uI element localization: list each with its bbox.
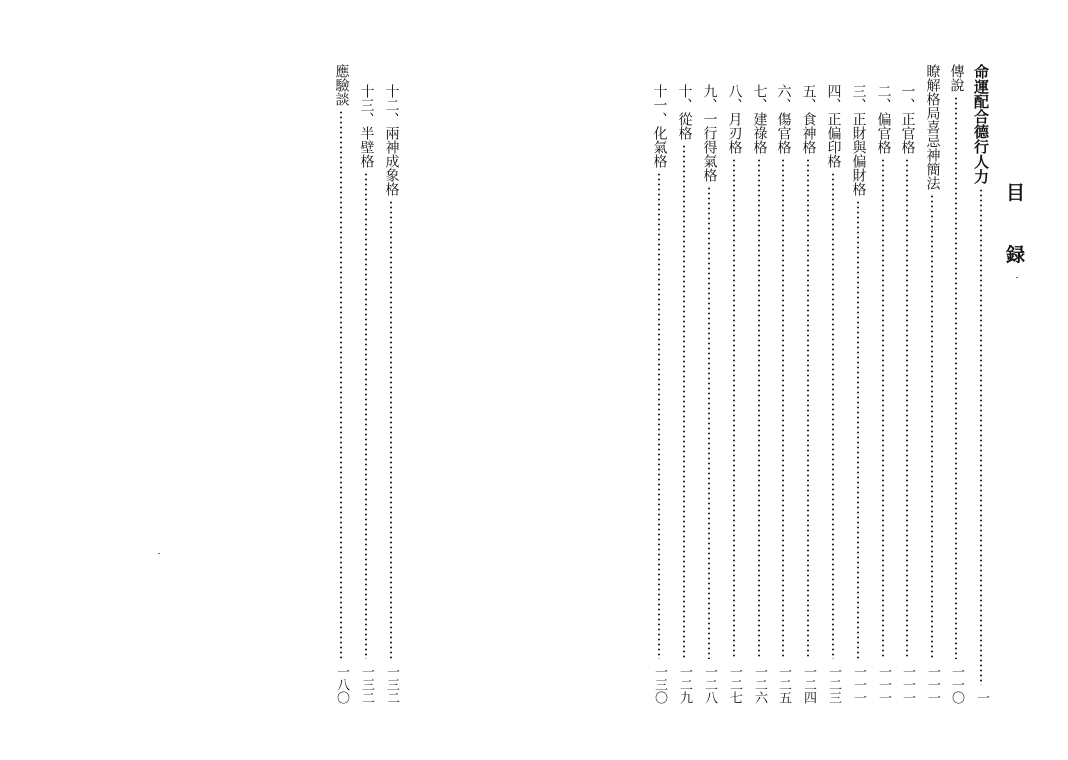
entry-page: 一一〇 <box>949 665 964 704</box>
entry-page: 一二四 <box>801 665 816 704</box>
entry-page: 一二九 <box>677 665 692 704</box>
entry-page: 一一一 <box>851 665 866 704</box>
leader-dots <box>758 158 760 659</box>
entry-title: 十二、兩神成象格 <box>383 84 400 196</box>
leader-dots <box>658 172 660 659</box>
entry-title: 十、從格 <box>676 84 693 140</box>
entry-page: 一三二 <box>359 665 374 704</box>
entry-page: 一一一 <box>900 665 915 704</box>
leader-dots <box>857 200 859 659</box>
leader-dots <box>390 200 392 659</box>
leader-dots <box>832 172 834 659</box>
toc-entry <box>649 84 669 704</box>
scan-speck <box>1016 277 1018 278</box>
heading-char-mu: 目 <box>1006 182 1026 204</box>
entry-title: 七、建祿格 <box>751 84 768 154</box>
entry-title: 瞭解格局喜忌神簡法 <box>924 64 941 190</box>
leader-dots <box>980 188 982 685</box>
entry-page: 一八〇 <box>334 665 349 704</box>
entry-title: 傳說 <box>948 64 965 92</box>
leader-dots <box>882 158 884 659</box>
leader-dots <box>906 158 908 659</box>
toc-entry <box>674 84 694 704</box>
toc-entry <box>922 64 942 704</box>
entry-title: 應驗談 <box>333 64 350 106</box>
toc-entry <box>873 84 893 704</box>
toc-entry <box>724 84 744 704</box>
toc-entry <box>798 84 818 704</box>
leader-dots <box>365 172 367 659</box>
entry-page: 一二八 <box>702 665 717 704</box>
leader-dots <box>955 96 957 659</box>
entry-page: 一二三 <box>826 665 841 704</box>
heading-char-lu: 録 <box>1006 244 1026 266</box>
entry-title: 三、正財與偏財格 <box>850 84 867 196</box>
toc-entry <box>946 64 966 704</box>
toc-entry <box>749 84 769 704</box>
entry-title: 六、傷官格 <box>775 84 792 154</box>
leader-dots <box>931 194 933 659</box>
leader-dots <box>733 158 735 659</box>
toc-entry <box>356 84 376 704</box>
entry-page: 一 <box>974 691 989 704</box>
toc-entry <box>699 84 719 704</box>
entry-title: 五、食神格 <box>800 84 817 154</box>
entry-title: 十一、化氣格 <box>651 84 668 168</box>
toc-entry <box>823 84 843 704</box>
leader-dots <box>683 144 685 659</box>
toc-entry <box>848 84 868 704</box>
entry-title: 一、正官格 <box>899 84 916 154</box>
entry-page: 一二七 <box>727 665 742 704</box>
entry-title: 十三、半壁格 <box>358 84 375 168</box>
entry-page: 一三〇 <box>652 665 667 704</box>
toc-entry <box>773 84 793 704</box>
leader-dots <box>340 110 342 659</box>
entry-page: 一三二 <box>384 665 399 704</box>
leader-dots <box>807 158 809 659</box>
toc-entry <box>331 64 351 704</box>
entry-page: 一二五 <box>776 665 791 704</box>
toc-entry <box>971 64 991 704</box>
toc-entry <box>381 84 401 704</box>
entry-title: 四、正偏印格 <box>825 84 842 168</box>
entry-page: 一一一 <box>925 665 940 704</box>
entry-title: 九、一行得氣格 <box>701 84 718 182</box>
toc-entry <box>897 84 917 704</box>
leader-dots <box>708 186 710 659</box>
scan-speck <box>158 553 160 554</box>
entry-title: 八、月刃格 <box>726 84 743 154</box>
entry-page: 一一一 <box>876 665 891 704</box>
leader-dots <box>782 158 784 659</box>
entry-page: 一二六 <box>752 665 767 704</box>
entry-title: 二、偏官格 <box>875 84 892 154</box>
entry-title: 命運配合德行人力 <box>972 64 990 184</box>
